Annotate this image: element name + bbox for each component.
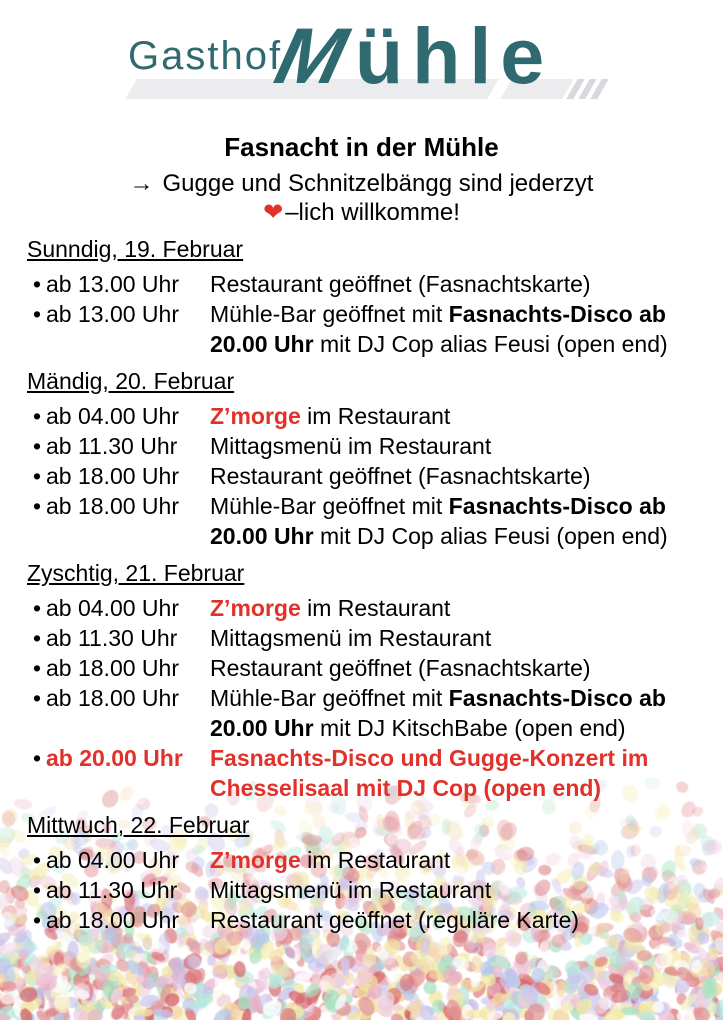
- bullet-icon: •: [33, 493, 42, 519]
- flyer-content: [0, 11, 723, 935]
- item-time: ab 04.00 Uhr: [46, 403, 179, 429]
- bullet-icon: •: [33, 301, 42, 327]
- item-time: ab 13.00 Uhr: [46, 301, 179, 327]
- bullet-icon: •: [33, 271, 42, 297]
- item-description: [210, 905, 703, 935]
- description-segment: im Restaurant: [300, 403, 451, 429]
- schedule-item: [0, 623, 723, 653]
- item-description: [210, 461, 703, 491]
- item-description: [210, 875, 703, 905]
- description-segment: mit DJ Cop alias Feusi (open end): [313, 523, 668, 549]
- description-segment: Mittagsmenü im Restaurant: [210, 625, 492, 651]
- description-segment: Z’morge: [210, 403, 301, 429]
- welcome-text-2: –lich willkomme!: [285, 199, 460, 226]
- description-segment: Z’morge: [210, 595, 301, 621]
- schedule-item: [0, 431, 723, 461]
- description-segment: im Restaurant: [300, 595, 451, 621]
- bullet-icon: •: [33, 463, 42, 489]
- item-time: ab 13.00 Uhr: [46, 271, 179, 297]
- bullet-icon: •: [33, 655, 42, 681]
- description-segment: Mühle-Bar geöffnet mit: [210, 301, 449, 327]
- item-time: ab 18.00 Uhr: [46, 655, 179, 681]
- schedule-item: [0, 401, 723, 431]
- item-time: ab 18.00 Uhr: [46, 907, 179, 933]
- bullet-icon: •: [33, 403, 42, 429]
- description-segment: 20.00 Uhr: [210, 715, 314, 741]
- item-description: [210, 593, 703, 623]
- logo-text-muehle: [260, 11, 554, 100]
- description-segment: mit DJ Cop alias Feusi (open end): [313, 331, 668, 357]
- schedule-item: [0, 461, 723, 491]
- schedule-item: [0, 269, 723, 299]
- description-segment: Mittagsmenü im Restaurant: [210, 433, 492, 459]
- description-segment: im Restaurant: [300, 847, 451, 873]
- bullet-icon: •: [33, 595, 42, 621]
- description-segment: Fasnachts-Disco ab: [448, 301, 666, 327]
- bullet-icon: •: [33, 685, 42, 711]
- description-segment: Restaurant geöffnet (reguläre Karte): [210, 907, 580, 933]
- description-segment: Mühle-Bar geöffnet mit: [210, 685, 449, 711]
- schedule-item: [0, 653, 723, 683]
- schedule-item: [0, 845, 723, 875]
- item-time: ab 04.00 Uhr: [46, 847, 179, 873]
- item-description: [210, 431, 703, 461]
- description-segment: Restaurant geöffnet (Fasnachtskarte): [210, 271, 591, 297]
- day-heading: Mändig, 20. Februar: [27, 368, 235, 394]
- schedule: [0, 236, 723, 935]
- item-description: [210, 653, 703, 683]
- description-segment: Fasnachts-Disco ab: [448, 685, 666, 711]
- page-title: Fasnacht in der Mühle: [224, 132, 499, 162]
- item-description: [210, 683, 703, 743]
- item-time: ab 18.00 Uhr: [46, 685, 179, 711]
- schedule-item: [0, 593, 723, 623]
- item-description: [210, 743, 703, 803]
- item-time: ab 11.30 Uhr: [46, 877, 178, 903]
- schedule-item: [0, 491, 723, 551]
- day-heading: Sunndig, 19. Februar: [27, 236, 244, 262]
- welcome-text-1: Gugge und Schnitzelbängg sind jederzyt: [162, 170, 594, 197]
- day-heading: Mittwuch, 22. Februar: [27, 812, 250, 838]
- heart-icon: ❤: [263, 199, 284, 226]
- description-segment: Restaurant geöffnet (Fasnachtskarte): [210, 463, 591, 489]
- description-segment: Fasnachts-Disco ab: [448, 493, 666, 519]
- arrow-icon: →: [129, 170, 154, 197]
- day-heading: Zyschtig, 21. Februar: [27, 560, 245, 586]
- logo-text-gasthof: Gasthof: [128, 34, 283, 78]
- schedule-item: [0, 743, 723, 803]
- item-description: [210, 845, 703, 875]
- bullet-icon: •: [33, 877, 42, 903]
- item-time: ab 04.00 Uhr: [46, 595, 179, 621]
- bullet-icon: •: [33, 847, 42, 873]
- description-segment: Chesselisaal mit DJ Cop (open end): [210, 775, 602, 801]
- item-description: [210, 623, 703, 653]
- bullet-icon: •: [33, 745, 42, 771]
- schedule-item: [0, 299, 723, 359]
- logo-m-glyph: M: [260, 11, 375, 100]
- item-description: [210, 401, 703, 431]
- schedule-item: [0, 905, 723, 935]
- gasthof-muehle-logo: [0, 11, 723, 116]
- logo-muehle-rest: ühle: [354, 11, 554, 100]
- description-segment: mit DJ KitschBabe (open end): [313, 715, 626, 741]
- description-segment: Mittagsmenü im Restaurant: [210, 877, 492, 903]
- item-time: ab 20.00 Uhr: [46, 745, 183, 771]
- bullet-icon: •: [33, 625, 42, 651]
- item-time: ab 18.00 Uhr: [46, 493, 179, 519]
- description-segment: Mühle-Bar geöffnet mit: [210, 493, 449, 519]
- schedule-item: [0, 875, 723, 905]
- item-time: ab 18.00 Uhr: [46, 463, 179, 489]
- description-segment: 20.00 Uhr: [210, 331, 314, 357]
- bullet-icon: •: [33, 907, 42, 933]
- item-time: ab 11.30 Uhr: [46, 433, 178, 459]
- bullet-icon: •: [33, 433, 42, 459]
- description-segment: Z’morge: [210, 847, 301, 873]
- welcome-line-2: [0, 198, 723, 227]
- description-segment: Restaurant geöffnet (Fasnachtskarte): [210, 655, 591, 681]
- item-description: [210, 491, 703, 551]
- item-time: ab 11.30 Uhr: [46, 625, 178, 651]
- item-description: [210, 269, 703, 299]
- welcome-line-1: [0, 169, 723, 198]
- schedule-item: [0, 683, 723, 743]
- description-segment: 20.00 Uhr: [210, 523, 314, 549]
- description-segment: Fasnachts-Disco und Gugge-Konzert im: [210, 745, 649, 771]
- item-description: [210, 299, 703, 359]
